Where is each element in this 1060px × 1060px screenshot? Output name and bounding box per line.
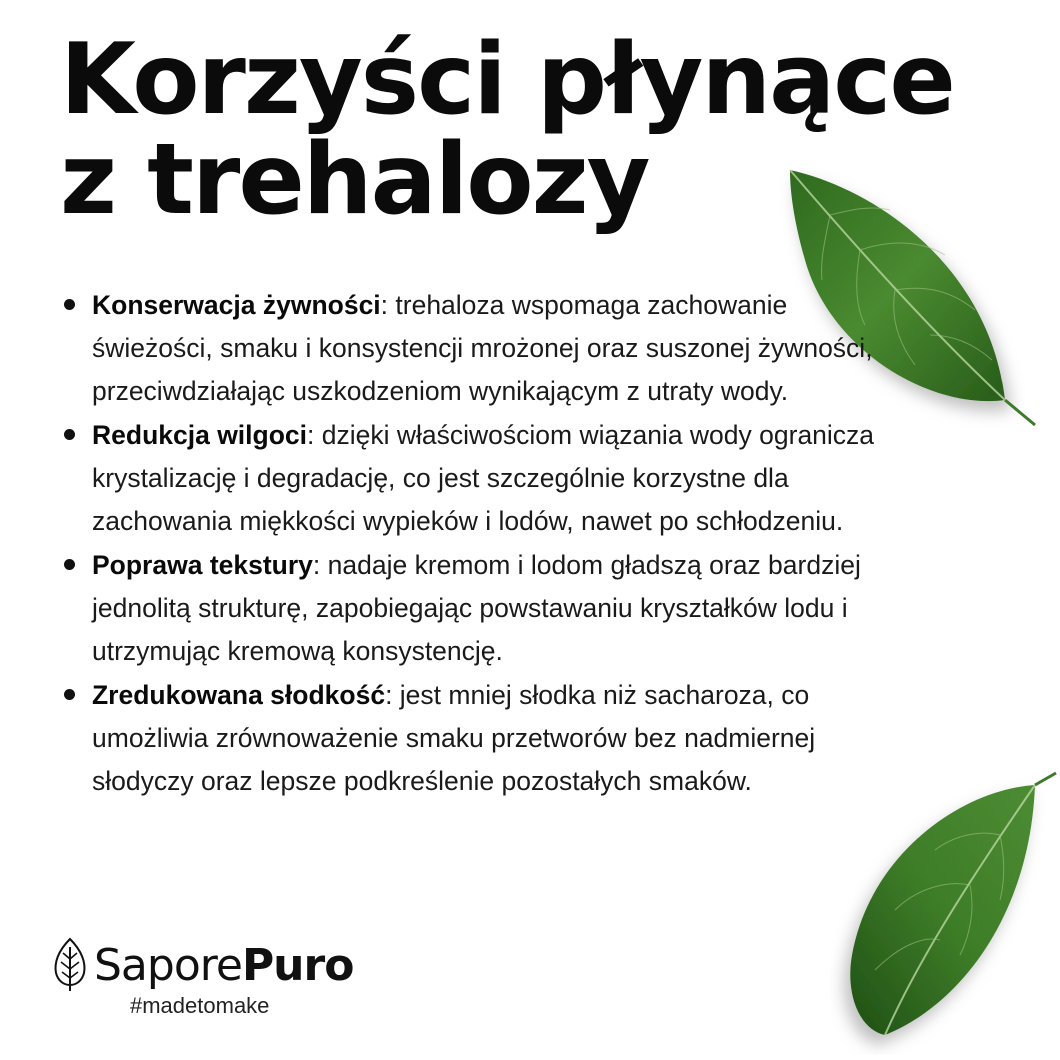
list-item: [62, 414, 882, 543]
benefit-text: : trehaloza wspomaga zachowanie świeżości, smaku i konsystencji mrożonej oraz suszonej żywności, przeciwdziałając uszkodzeniom wynikającym z utraty wody.: [92, 290, 873, 406]
brand-name-regular: Sapore: [94, 939, 242, 991]
title-line-1: Korzyści płynące: [60, 23, 954, 137]
brand-name: [94, 940, 353, 991]
benefit-term: Konserwacja żywności: [92, 290, 381, 320]
bullet-icon: [64, 299, 75, 310]
benefit-text: : jest mniej słodka niż sacharoza, co umożliwia zrównoważenie smaku przetworów bez nadmiernej słodyczy oraz lepsze podkreślenie pozostałych smaków.: [92, 680, 816, 796]
benefit-term: Zredukowana słodkość: [92, 680, 386, 710]
benefit-term: Redukcja wilgoci: [92, 420, 308, 450]
benefit-term: Poprawa tekstury: [92, 550, 313, 580]
leaf-outline-icon: [52, 937, 88, 993]
brand-hashtag: #madetomake: [130, 993, 270, 1018]
bullet-icon: [64, 429, 75, 440]
bullet-icon: [64, 689, 75, 700]
benefit-text: : nadaje kremom i lodom gładszą oraz bardziej jednolitą strukturę, zapobiegając powstawaniu kryształków lodu i utrzymując kremową konsystencję.: [92, 550, 861, 666]
list-item: [62, 674, 882, 803]
benefits-list: [62, 284, 882, 803]
brand-logo: [52, 935, 353, 995]
brand-name-bold: Puro: [241, 939, 354, 991]
leaf-bottom-icon: [830, 765, 1060, 1055]
list-item: [62, 284, 882, 413]
bullet-icon: [64, 559, 75, 570]
title-line-2: z trehalozy: [60, 123, 649, 237]
benefit-text: : dzięki właściwościom wiązania wody ogranicza krystalizację i degradację, co jest szczególnie korzystne dla zachowania miękkości wypieków i lodów, nawet po schłodzeniu.: [92, 420, 875, 536]
list-item: [62, 544, 882, 673]
